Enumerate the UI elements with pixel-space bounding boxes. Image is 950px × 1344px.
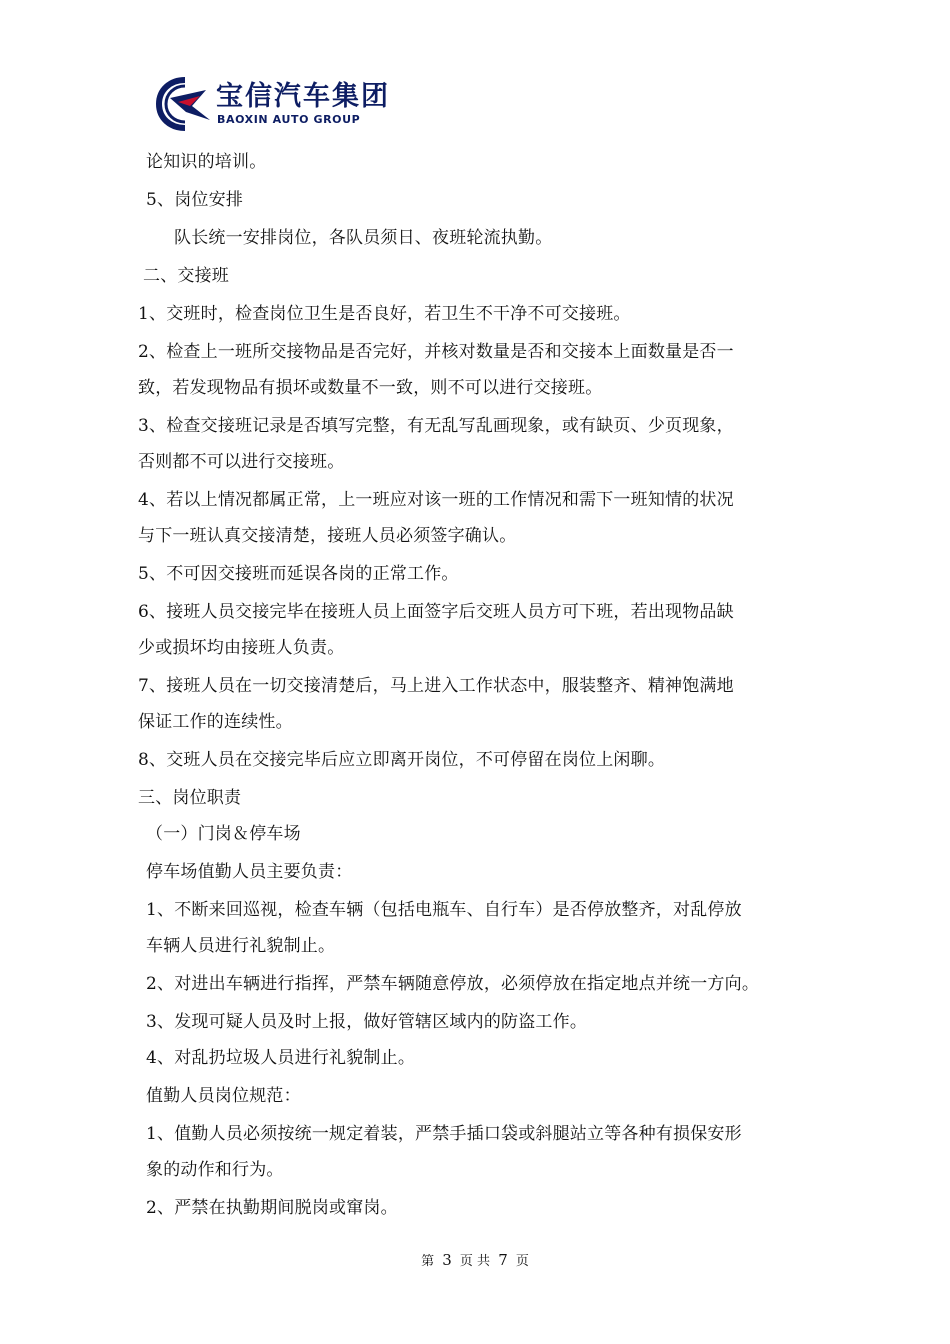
- footer-total-pages: 7: [498, 1251, 508, 1269]
- text-line: 车辆人员进行礼貌制止。: [146, 936, 336, 956]
- text-line: 与下一班认真交接清楚，接班人员必须签字确认。: [138, 526, 517, 546]
- text-line: 8、交班人员在交接完毕后应立即离开岗位，不可停留在岗位上闲聊。: [138, 750, 666, 770]
- footer-page-number: 3: [442, 1251, 452, 1269]
- text-line: 3、检查交接班记录是否填写完整，有无乱写乱画现象，或有缺页、少页现象，: [138, 416, 734, 436]
- text-line: 3、发现可疑人员及时上报，做好管辖区域内的防盗工作。: [146, 1012, 588, 1032]
- section-heading: 三、岗位职责: [138, 788, 242, 808]
- text-line: 2、对进出车辆进行指挥，严禁车辆随意停放，必须停放在指定地点并统一方向。: [146, 974, 760, 994]
- text-line: 7、接班人员在一切交接清楚后，马上进入工作状态中，服装整齐、精神饱满地: [138, 676, 734, 696]
- text-line: 象的动作和行为。: [146, 1160, 284, 1180]
- section-heading: 二、交接班: [143, 266, 229, 286]
- company-logo: [156, 76, 406, 132]
- section-heading: 5、岗位安排: [146, 190, 244, 210]
- text-line: 4、若以上情况都属正常，上一班应对该一班的工作情况和需下一班知情的状况: [138, 490, 734, 510]
- text-line: 5、不可因交接班而延误各岗的正常工作。: [138, 564, 459, 584]
- baoxin-emblem-icon: [156, 76, 214, 132]
- subsection-heading: （一）门岗＆停车场: [146, 824, 301, 844]
- footer-suffix: 页: [515, 1254, 529, 1269]
- text-line: 1、不断来回巡视，检查车辆（包括电瓶车、自行车）是否停放整齐，对乱停放: [146, 900, 742, 920]
- text-line: 停车场值勤人员主要负责：: [146, 862, 353, 882]
- text-line: 保证工作的连续性。: [138, 712, 293, 732]
- text-line: 1、交班时，检查岗位卫生是否良好，若卫生不干净不可交接班。: [138, 304, 631, 324]
- text-line: 1、值勤人员必须按统一规定着装，严禁手插口袋或斜腿站立等各种有损保安形: [146, 1124, 742, 1144]
- footer-prefix: 第: [421, 1254, 435, 1269]
- text-line: 2、严禁在执勤期间脱岗或窜岗。: [146, 1198, 398, 1218]
- footer-middle: 页 共: [459, 1254, 491, 1269]
- text-line: 6、接班人员交接完毕在接班人员上面签字后交班人员方可下班，若出现物品缺: [138, 602, 734, 622]
- text-line: 论知识的培训。: [146, 152, 267, 172]
- logo-chinese-name: 宝信汽车集团: [216, 81, 390, 112]
- text-line: 2、检查上一班所交接物品是否完好，并核对数量是否和交接本上面数量是否一: [138, 342, 734, 362]
- text-line: 否则都不可以进行交接班。: [138, 452, 345, 472]
- text-line: 致，若发现物品有损坏或数量不一致，则不可以进行交接班。: [138, 378, 603, 398]
- text-line: 少或损坏均由接班人负责。: [138, 638, 345, 658]
- page-footer: [0, 1250, 950, 1269]
- text-line: 值勤人员岗位规范：: [146, 1086, 301, 1106]
- text-line: 队长统一安排岗位，各队员须日、夜班轮流执勤。: [174, 228, 553, 248]
- logo-english-name: BAOXIN AUTO GROUP: [217, 113, 361, 126]
- text-line: 4、对乱扔垃圾人员进行礼貌制止。: [146, 1048, 416, 1068]
